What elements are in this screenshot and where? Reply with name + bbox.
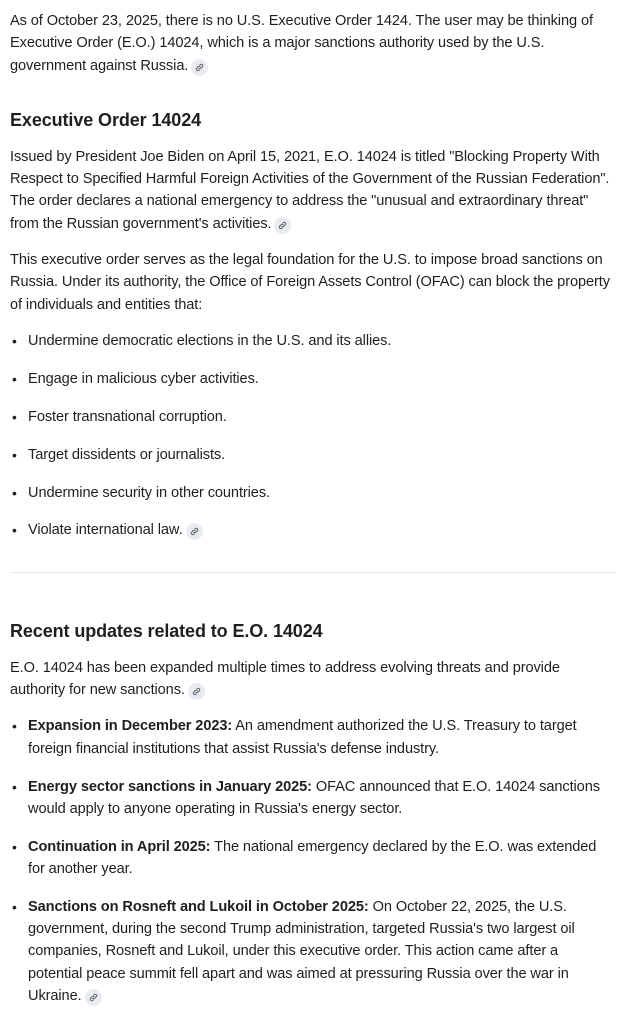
- link-icon: [190, 527, 199, 536]
- update-label: Energy sector sanctions in January 2025:: [28, 778, 312, 795]
- intro-paragraph: [10, 0, 616, 77]
- section-divider: [10, 572, 616, 573]
- bullet-icon: •: [12, 522, 17, 539]
- list-item-text: Undermine democratic elections in the U.S. and its allies.: [28, 332, 392, 349]
- update-text: On October 22, 2025, the U.S. government, during the second Trump administration, targeted Russia's two largest oil companies, Rosneft and Lukoil, under this executive order. This action came after a potential peace summit fell apart and was aimed at pressuring Russia over the war in Ukraine.: [28, 898, 575, 1005]
- citation-link-button[interactable]: [274, 217, 291, 234]
- list-item: [10, 444, 616, 466]
- update-text: The national emergency declared by the E.O. was extended for another year.: [28, 838, 597, 877]
- update-label: Continuation in April 2025:: [28, 838, 211, 855]
- update-item: [10, 896, 616, 1007]
- list-item-text: Foster transnational corruption.: [28, 408, 227, 425]
- update-label: Expansion in December 2023:: [28, 718, 233, 735]
- issued-text: Issued by President Joe Biden on April 15, 2021, E.O. 14024 is titled "Blocking Property With Respect to Specified Harmful Foreign Activities of the Government of the Russian Federation". The order declares a national emergency to address the "unusual and extraordinary threat" from the Russian government's activities.: [10, 148, 610, 232]
- authority-paragraph: This executive order serves as the legal foundation for the U.S. to impose broad sanctions on Russia. Under its authority, the Office of Foreign Assets Control (OFAC) can block the property of individuals and entities that:: [10, 252, 610, 313]
- issued-paragraph: [10, 146, 616, 235]
- bullet-icon: •: [12, 778, 17, 795]
- update-label: Sanctions on Rosneft and Lukoil in October 2025:: [28, 898, 369, 915]
- list-item-text: Engage in malicious cyber activities.: [28, 370, 259, 387]
- bullet-icon: •: [12, 370, 17, 387]
- list-item-text: Target dissidents or journalists.: [28, 446, 226, 463]
- bullet-icon: •: [12, 718, 17, 735]
- bullet-icon: •: [12, 898, 17, 915]
- expansion-paragraph: [10, 657, 616, 702]
- citation-link-button[interactable]: [186, 523, 203, 540]
- update-item: [10, 776, 616, 821]
- list-item: [10, 330, 616, 352]
- link-icon: [89, 993, 98, 1002]
- link-icon: [278, 221, 287, 230]
- link-icon: [195, 63, 204, 72]
- blocked-activities-list: [10, 330, 616, 542]
- updates-list: [10, 715, 616, 1007]
- section-heading-recent-updates: Recent updates related to E.O. 14024: [10, 620, 323, 641]
- list-item: [10, 519, 616, 541]
- update-item: [10, 715, 616, 760]
- update-text: OFAC announced that E.O. 14024 sanctions would apply to anyone operating in Russia's energy sector.: [28, 778, 600, 817]
- citation-link-button[interactable]: [191, 59, 208, 76]
- bullet-icon: •: [12, 838, 17, 855]
- list-item: [10, 368, 616, 390]
- update-item: [10, 836, 616, 881]
- bullet-icon: •: [12, 446, 17, 463]
- section-heading-executive-order: Executive Order 14024: [10, 109, 202, 130]
- list-item-text: Violate international law.: [28, 522, 183, 539]
- update-text: An amendment authorized the U.S. Treasury to target foreign financial institutions that assist Russia's defense industry.: [28, 718, 577, 757]
- link-icon: [192, 687, 201, 696]
- expansion-text: E.O. 14024 has been expanded multiple times to address evolving threats and provide authority for new sanctions.: [10, 659, 560, 699]
- list-item: [10, 482, 616, 504]
- citation-link-button[interactable]: [85, 989, 102, 1006]
- intro-text: As of October 23, 2025, there is no U.S. Executive Order 1424. The user may be thinking of Executive Order (E.O.) 14024, which is a major sanctions authority used by the U.S. government against Russia.: [10, 13, 593, 74]
- bullet-icon: •: [12, 484, 17, 501]
- list-item-text: Undermine security in other countries.: [28, 484, 270, 501]
- citation-link-button[interactable]: [188, 683, 205, 700]
- list-item: [10, 406, 616, 428]
- bullet-icon: •: [12, 408, 17, 425]
- bullet-icon: •: [12, 332, 17, 349]
